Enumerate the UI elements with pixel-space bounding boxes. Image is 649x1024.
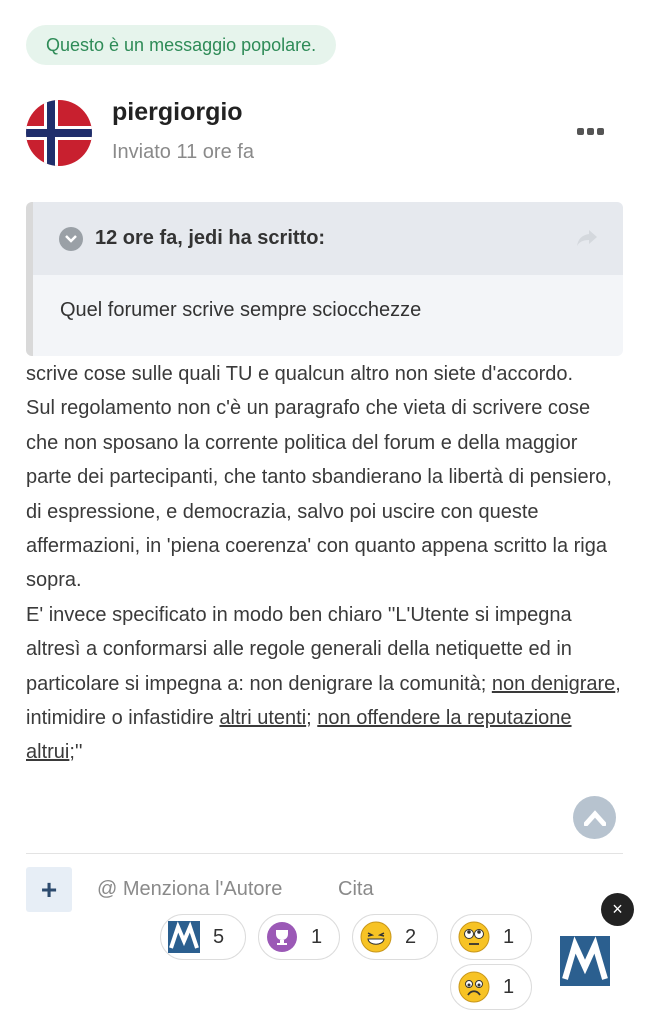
reaction-count: 1 [311, 925, 323, 948]
reaction-count: 2 [405, 925, 417, 948]
reaction-count: 1 [503, 925, 515, 948]
scroll-to-top-icon[interactable] [573, 796, 616, 839]
reaction-sad[interactable] [450, 964, 532, 1010]
quote-link[interactable]: Cita [338, 878, 374, 900]
post-time: Inviato 11 ore fa [112, 141, 254, 163]
post-paragraph: scrive cose sulle quali TU e qualcun altro non siete d'accordo. [26, 363, 574, 385]
sad-emoji-icon [457, 970, 491, 1004]
post-paragraph: Sul regolamento non c'è un paragrafo che vieta di scrivere cose che non sposano la corrente politica del forum e della maggior parte dei partecipanti, che tanto sbandierano la libertà di pensiero, di espressione, e democrazia, salvo poi uscire con queste affermazioni, in 'piena coerenza' con quanto appena scritto la riga sopra. [26, 397, 612, 592]
reaction-rolling-eyes[interactable] [450, 914, 532, 960]
more-options-icon[interactable] [570, 118, 610, 144]
norway-flag-avatar-icon [26, 100, 92, 166]
reaction-forum-logo[interactable] [160, 914, 246, 960]
avatar[interactable] [26, 100, 92, 166]
trophy-icon [265, 920, 299, 954]
quote-author-line: 12 ore fa, jedi ha scritto: [95, 227, 326, 249]
post-paragraph: E' invece specificato in modo ben chiaro ''L'Utente si impegna altresì a conformarsi alle regole generali della netiquette ed in particolare si impegna a: non denigrare la comunità; non denigrare, intimidire o infastidire altri utenti; non offendere la reputazione altrui;'' [26, 603, 621, 764]
rule-link[interactable]: non offendere la reputazione altrui [26, 707, 572, 764]
quote-header [33, 202, 623, 275]
post-body [26, 357, 626, 770]
reaction-count: 5 [213, 925, 225, 948]
forum-logo-icon [167, 920, 201, 954]
popular-badge: Questo è un messaggio popolare. [26, 25, 336, 65]
add-button[interactable]: + [26, 867, 72, 912]
mention-author-link[interactable]: @ Menziona l'Autore [97, 878, 283, 900]
quote-block [26, 202, 623, 356]
laughing-emoji-icon [359, 920, 393, 954]
forum-logo-icon[interactable] [560, 936, 610, 986]
reaction-laughing[interactable] [352, 914, 438, 960]
share-arrow-icon[interactable] [575, 228, 599, 248]
author-name[interactable]: piergiorgio [112, 98, 243, 126]
chevron-down-icon[interactable] [59, 227, 83, 251]
rolling-eyes-emoji-icon [457, 920, 491, 954]
quote-text: Quel forumer scrive sempre sciocchezze [60, 299, 422, 321]
rule-link[interactable]: altri utenti [219, 707, 307, 730]
divider [26, 853, 623, 854]
rule-link[interactable]: non denigrare [491, 672, 616, 695]
close-icon[interactable]: × [601, 893, 634, 926]
reaction-trophy[interactable] [258, 914, 340, 960]
reaction-count: 1 [503, 975, 515, 998]
